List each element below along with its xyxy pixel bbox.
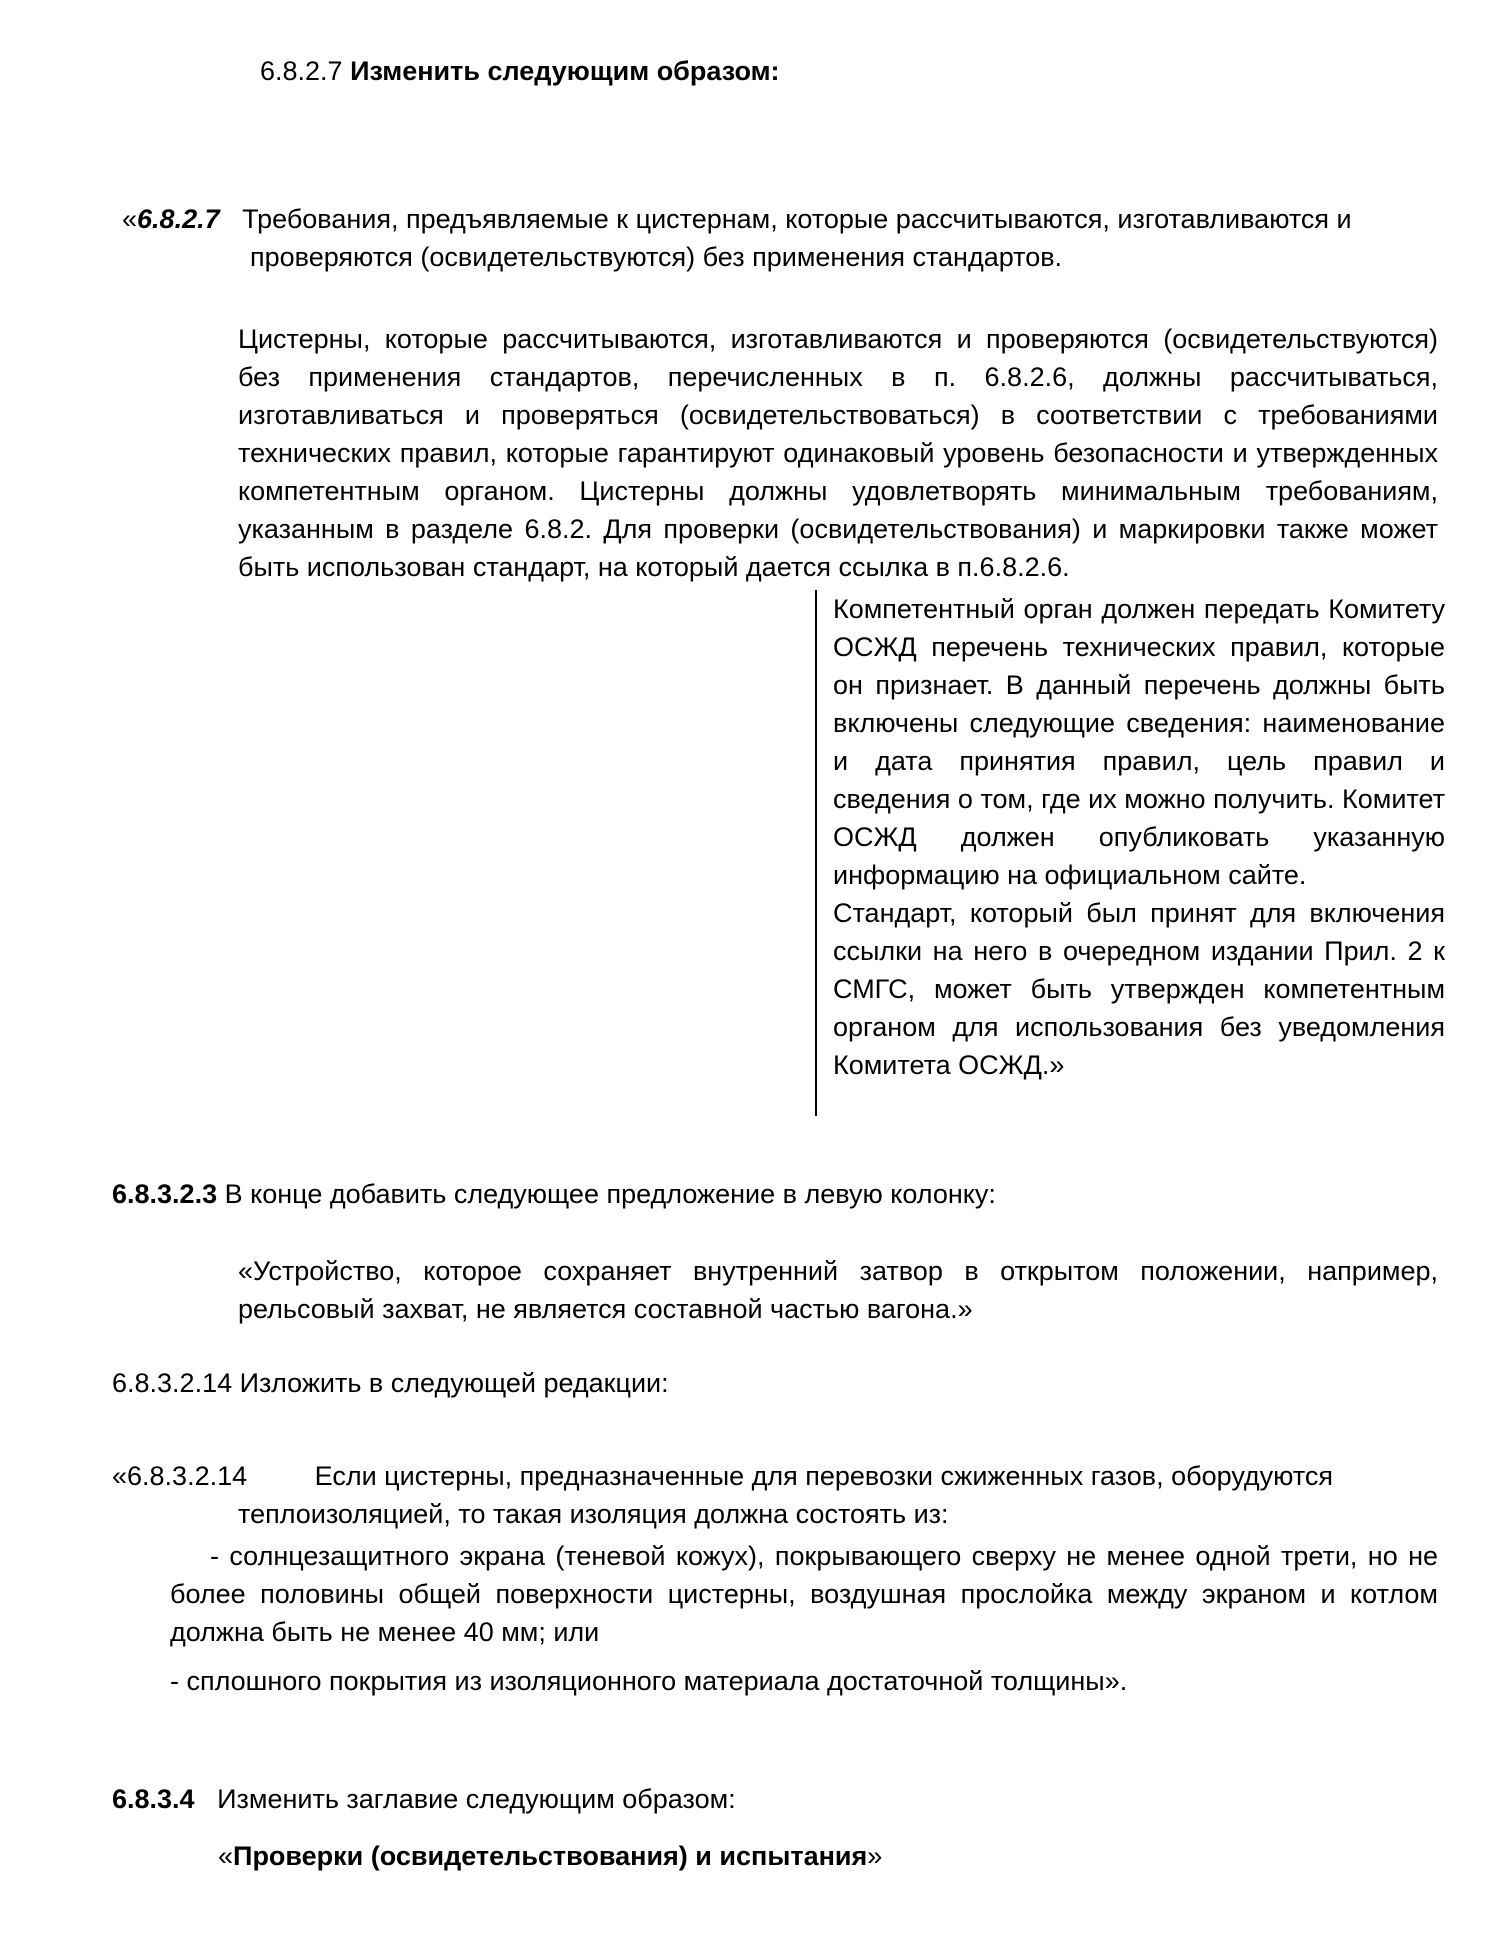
section-heading-6-8-2-7 — [260, 52, 780, 90]
list-item-text: - солнцезащитного экрана (теневой кожух), покрывающего сверху не менее одной трети, но не более половины общей поверхности цистерны, воздушная прослойка между экраном и котлом должна быть не менее 40 мм; или — [170, 1541, 1438, 1647]
note-paragraph-2: Стандарт, который был принят для включения ссылки на него в очередном издании Прил. 2 к СМГС, может быть утвержден компетентным органом для использования без уведомления Комитета ОСЖД.» — [833, 898, 1445, 1080]
section-number: 6.8.3.2.3 — [112, 1179, 218, 1209]
clause-title-line-2: проверяются (освидетельствуются) без применения стандартов. — [250, 242, 1063, 272]
clause-line-2: теплоизоляцией, то такая изоляция должна состоять из: — [238, 1499, 949, 1529]
note-paragraph-1: Компетентный орган должен передать Комитету ОСЖД перечень технических правил, которые он признает. В данный перечень должны быть включены следующие сведения: наименование и дата принятия правил, цель правил и сведения о том, где их можно получить. Комитет ОСЖД должен опубликовать указанную информацию на официальном сайте. — [833, 594, 1445, 890]
section-heading-6-8-3-2-14: 6.8.3.2.14 Изложить в следующей редакции: — [112, 1368, 669, 1398]
quote-open-mark: « — [122, 204, 138, 234]
section-heading-6-8-3-2-3 — [112, 1175, 996, 1213]
section-number: 6.8.3.4 — [112, 1784, 195, 1814]
section-instruction: Изменить заглавие следующим образом: — [217, 1784, 736, 1814]
list-item-insulation-cover: - сплошного покрытия из изоляционного материала достаточной толщины». — [170, 1666, 1128, 1696]
section-instruction: В конце добавить следующее предложение в левую колонку: — [224, 1179, 996, 1209]
title-close-mark: » — [867, 1841, 883, 1871]
tanks-paragraph: Цистерны, которые рассчитываются, изготавливаются и проверяются (освидетельствуются) без применения стандартов, перечисленных в п. 6.8.2.6, должны рассчитываться, изготавливаться и проверяться (освидетельствоваться) в соответствии с требованиями технических правил, которые гарантируют одинаковый уровень безопасности и утвержденных компетентным органом. Цистерны должны удовлетворять минимальным требованиям, указанным в разделе 6.8.2. Для проверки (освидетельствования) и маркировки также может быть использован стандарт, на который дается ссылка в п.6.8.2.6. — [238, 324, 1438, 582]
section-number: 6.8.2.7 — [260, 56, 343, 86]
clause-line-1: Если цистерны, предназначенные для перевозки сжиженных газов, оборудуются — [314, 1461, 1334, 1491]
right-column-note — [815, 590, 1445, 1116]
list-item-sun-screen — [170, 1537, 1438, 1651]
quoted-sentence-6-8-3-2-3: «Устройство, которое сохраняет внутренний затвор в открытом положении, например, рельсовый захват, не является составной частью вагона.» — [238, 1256, 1438, 1324]
quoted-clause-6-8-2-7 — [122, 200, 1422, 276]
clause-lead: «6.8.3.2.14 — [112, 1461, 248, 1491]
section-instruction: Изменить следующим образом: — [350, 56, 780, 86]
new-title-quote — [218, 1837, 882, 1875]
quoted-clause-6-8-3-2-14 — [112, 1457, 1438, 1533]
new-title: Проверки (освидетельствования) и испытания — [233, 1841, 868, 1871]
section-heading-6-8-3-4 — [112, 1780, 736, 1818]
title-open-mark: « — [218, 1841, 234, 1871]
clause-title-line-1: Требования, предъявляемые к цистернам, которые рассчитываются, изготавливаются и — [242, 204, 1352, 234]
clause-number: 6.8.2.7 — [137, 204, 220, 234]
